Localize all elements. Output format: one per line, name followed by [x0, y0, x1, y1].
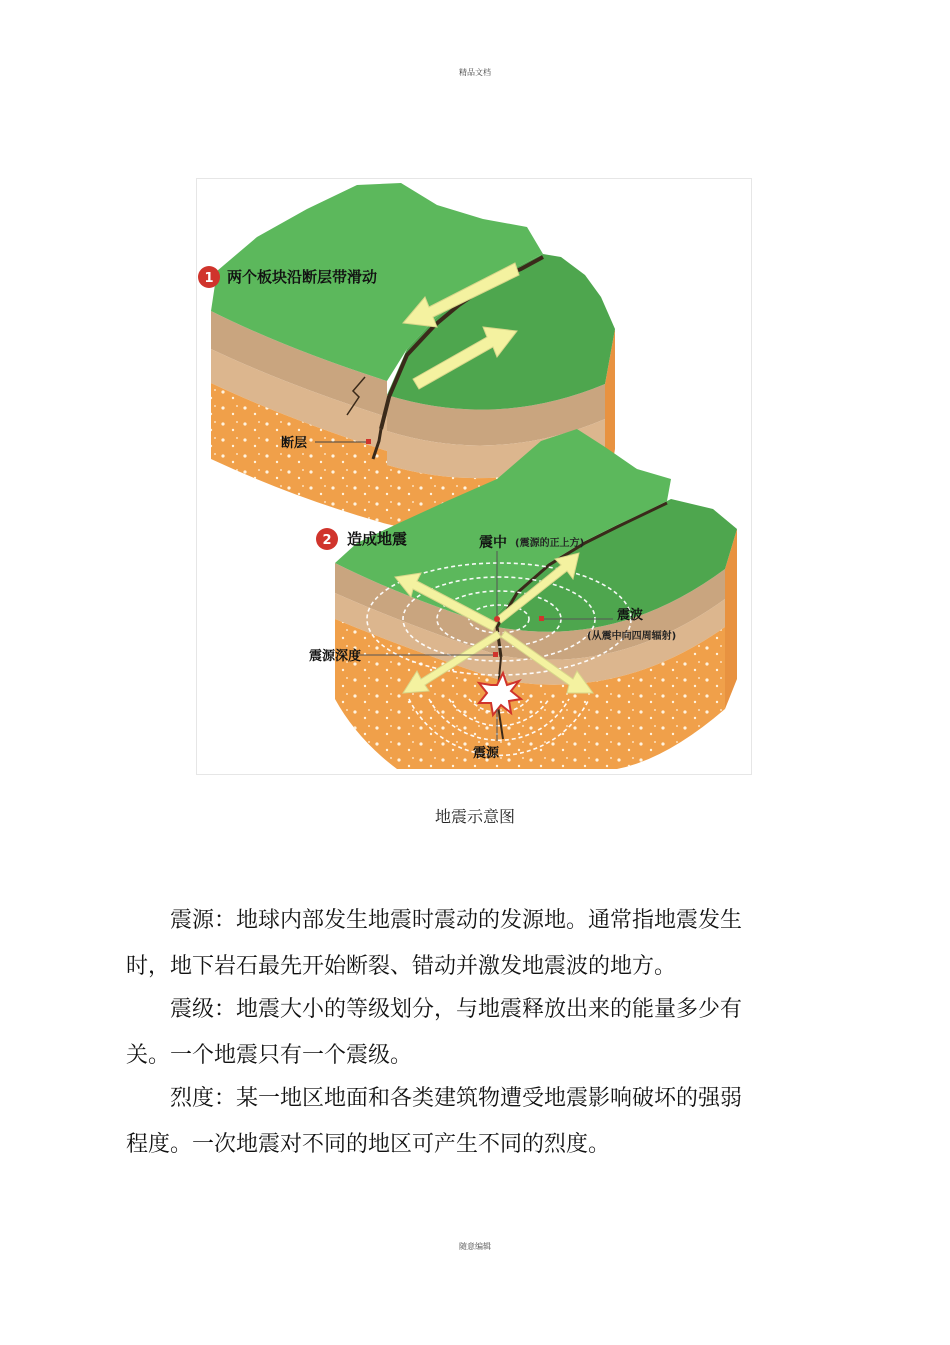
- focus-label: 震源: [473, 746, 500, 761]
- paragraph-magnitude: 震级：地震大小的等级划分，与地震释放出来的能量多少有关。一个地震只有一个震级。: [126, 997, 743, 1068]
- earthquake-diagram: [196, 178, 752, 775]
- step2-number: 2: [322, 533, 332, 548]
- epicenter-label: 震中: [479, 535, 507, 551]
- step2-title: 造成地震: [347, 530, 408, 548]
- epicenter-note: (震源的正上方): [515, 538, 585, 549]
- page-header: 精品文档: [459, 68, 491, 77]
- depth-label: 震源深度: [309, 649, 362, 664]
- step1-number: 1: [204, 271, 214, 286]
- fault-label: 断层: [281, 436, 308, 451]
- figure-caption: 地震示意图: [434, 807, 515, 826]
- wave-label: 震波: [617, 608, 644, 623]
- page-footer: 随意编辑: [459, 1242, 491, 1251]
- paragraph-intensity: 烈度：某一地区地面和各类建筑物遭受地震影响破坏的强弱程度。一次地震对不同的地区可产生不同的烈度。: [126, 1086, 743, 1157]
- paragraph-focus: 震源：地球内部发生地震时震动的发源地。通常指地震发生时，地下岩石最先开始断裂、错动并激发地震波的地方。: [126, 908, 743, 979]
- wave-note: (从震中向四周辐射): [587, 631, 677, 642]
- step1-title: 两个板块沿断层带滑动: [227, 268, 378, 286]
